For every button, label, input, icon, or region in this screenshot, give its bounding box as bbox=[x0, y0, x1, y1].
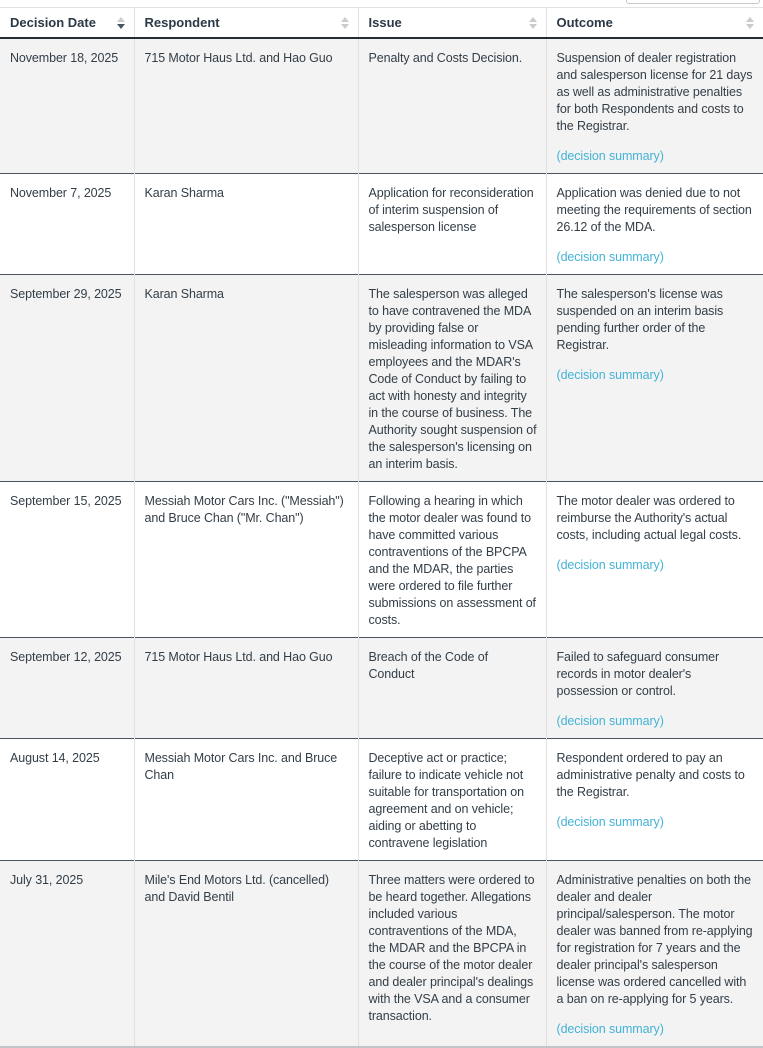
column-header-issue[interactable] bbox=[358, 8, 546, 39]
decision-date-cell: September 15, 2025 bbox=[0, 482, 134, 638]
table-header bbox=[0, 8, 763, 39]
column-label: Decision Date bbox=[10, 15, 96, 30]
issue-cell: Three matters were ordered to be heard together. Allegations included various contraventions of the MDA, the MDAR and the BPCPA in the course of the motor dealer and dealer principal's dealings with the VSA and a consumer transaction. bbox=[358, 861, 546, 1048]
outcome-text: Application was denied due to not meeting the requirements of section 26.12 of the MDA. bbox=[556, 186, 752, 234]
respondent-cell: Karan Sharma bbox=[134, 275, 358, 482]
decision-summary-link[interactable]: (decision summary) bbox=[556, 149, 664, 163]
decision-date-cell: August 14, 2025 bbox=[0, 739, 134, 861]
table-row bbox=[0, 739, 763, 861]
outcome-cell bbox=[546, 174, 763, 275]
outcome-cell bbox=[546, 638, 763, 739]
column-header-outcome[interactable] bbox=[546, 8, 763, 39]
table-row bbox=[0, 275, 763, 482]
issue-cell: Breach of the Code of Conduct bbox=[358, 638, 546, 739]
decision-date-cell: September 12, 2025 bbox=[0, 638, 134, 739]
decision-summary-link[interactable]: (decision summary) bbox=[556, 1022, 664, 1036]
issue-cell: Penalty and Costs Decision. bbox=[358, 38, 546, 174]
outcome-text: Suspension of dealer registration and salesperson license for 21 days as well as administrative penalties for both Respondents and costs to the Registrar. bbox=[556, 51, 753, 133]
sort-icon bbox=[333, 17, 349, 29]
decision-summary-link[interactable]: (decision summary) bbox=[556, 815, 664, 829]
search-input[interactable] bbox=[626, 0, 760, 4]
decision-date-cell: November 18, 2025 bbox=[0, 38, 134, 174]
table-row bbox=[0, 38, 763, 174]
sort-icon bbox=[738, 17, 754, 29]
outcome-cell bbox=[546, 739, 763, 861]
column-label: Issue bbox=[368, 15, 402, 30]
outcome-text: Respondent ordered to pay an administrative penalty and costs to the Registrar. bbox=[556, 751, 745, 799]
outcome-text: The motor dealer was ordered to reimburse the Authority's actual costs, including actual legal costs. bbox=[556, 494, 742, 542]
respondent-cell: Karan Sharma bbox=[134, 174, 358, 275]
decision-summary-link[interactable]: (decision summary) bbox=[556, 558, 664, 572]
sort-icon bbox=[521, 17, 537, 29]
column-header-respondent[interactable] bbox=[134, 8, 358, 39]
sort-icon bbox=[109, 17, 125, 29]
outcome-text: Failed to safeguard consumer records in motor dealer's possession or control. bbox=[556, 650, 720, 698]
outcome-text: Administrative penalties on both the dealer and dealer principal/salesperson. The motor dealer was banned from re-applying for registration for 7 years and the dealer principal's salesperson license was ordered cancelled with a ban on re-applying for 5 years. bbox=[556, 873, 753, 1006]
column-header-decision-date[interactable] bbox=[0, 8, 134, 39]
decision-date-cell: November 7, 2025 bbox=[0, 174, 134, 275]
decisions-table bbox=[0, 7, 763, 1048]
outcome-text: The salesperson's license was suspended on an interim basis pending further order of the Registrar. bbox=[556, 287, 724, 352]
issue-cell: Following a hearing in which the motor dealer was found to have committed various contraventions of the BPCPA and the MDAR, the parties were ordered to file further submissions on assessment of costs. bbox=[358, 482, 546, 638]
outcome-cell bbox=[546, 38, 763, 174]
respondent-cell: Messiah Motor Cars Inc. ("Messiah") and Bruce Chan ("Mr. Chan") bbox=[134, 482, 358, 638]
decision-summary-link[interactable]: (decision summary) bbox=[556, 368, 664, 382]
issue-cell: The salesperson was alleged to have contravened the MDA by providing false or misleading information to VSA employees and the MDAR's Code of Conduct by failing to act with honesty and integrity in the course of business. The Authority sought suspension of the salesperson's licensing on an interim basis. bbox=[358, 275, 546, 482]
table-row bbox=[0, 174, 763, 275]
decision-summary-link[interactable]: (decision summary) bbox=[556, 250, 664, 264]
respondent-cell: 715 Motor Haus Ltd. and Hao Guo bbox=[134, 38, 358, 174]
respondent-cell: Mile's End Motors Ltd. (cancelled) and David Bentil bbox=[134, 861, 358, 1048]
outcome-cell bbox=[546, 861, 763, 1048]
column-label: Respondent bbox=[144, 15, 220, 30]
issue-cell: Application for reconsideration of interim suspension of salesperson license bbox=[358, 174, 546, 275]
table-body bbox=[0, 38, 763, 1047]
respondent-cell: 715 Motor Haus Ltd. and Hao Guo bbox=[134, 638, 358, 739]
outcome-cell bbox=[546, 482, 763, 638]
decision-date-cell: September 29, 2025 bbox=[0, 275, 134, 482]
outcome-cell bbox=[546, 275, 763, 482]
column-label: Outcome bbox=[556, 15, 613, 30]
decision-date-cell: July 31, 2025 bbox=[0, 861, 134, 1048]
respondent-cell: Messiah Motor Cars Inc. and Bruce Chan bbox=[134, 739, 358, 861]
issue-cell: Deceptive act or practice; failure to indicate vehicle not suitable for transportation on agreement and on vehicle; aiding or abetting to contravene legislation bbox=[358, 739, 546, 861]
table-row bbox=[0, 861, 763, 1048]
table-row bbox=[0, 638, 763, 739]
decision-summary-link[interactable]: (decision summary) bbox=[556, 714, 664, 728]
table-row bbox=[0, 482, 763, 638]
